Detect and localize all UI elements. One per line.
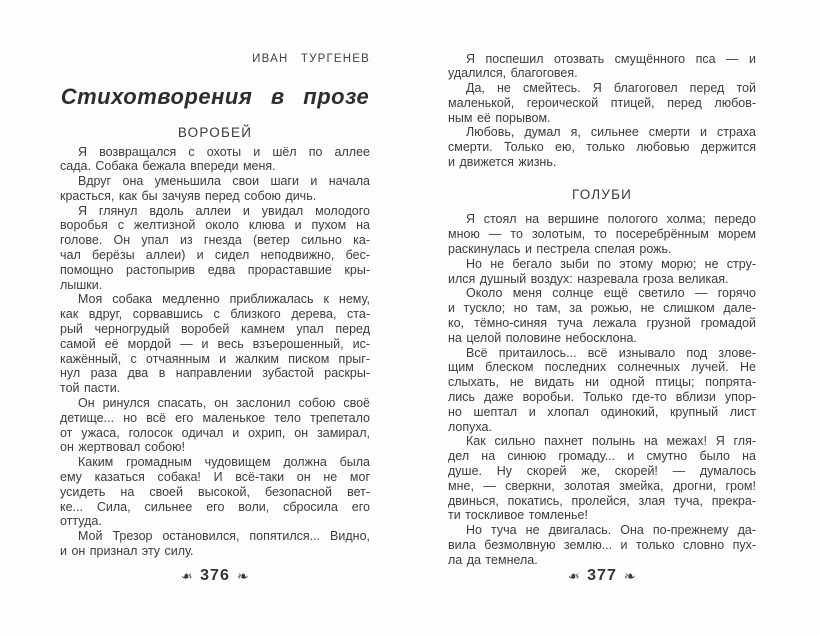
text-line: помощно растопырив едва прораставшие кры- (60, 262, 370, 277)
text-line: Да, не смейтесь. Я благоговел перед той (466, 81, 756, 96)
text-line: удалился, благоговея. (448, 66, 578, 81)
text-line: дел на синюю громаду... и смутно было на (448, 449, 756, 464)
text-line: как вдруг, сорвавшись с близкого дерева, ста- (60, 307, 370, 322)
section-heading-vorobey: ВОРОБЕЙ (177, 124, 253, 140)
paragraph (448, 125, 756, 169)
paragraph (448, 286, 756, 345)
text-line: слыхать, не видать ни одной птицы; попрята- (448, 375, 756, 390)
text-line: детище... но всё его маленькое тело трепетало (60, 410, 370, 425)
text-line: ке... Сила, сильнее его воли, сбросила его (60, 499, 370, 514)
text-line: он жертвовал собою! (60, 440, 186, 455)
paragraph (448, 346, 756, 435)
text-line: оттуда. (60, 514, 102, 529)
paragraph (448, 257, 756, 287)
paragraph (448, 52, 756, 82)
text-line: Любовь, думал я, сильнее смерти и страха (466, 125, 756, 140)
page-number: 377 (587, 567, 617, 584)
text-line: Вдруг она уменьшила свои шаги и начала (78, 174, 370, 189)
text-line: кажённый, с отчаянным и жалким писком прыг- (60, 351, 370, 366)
text-line: и движется жизнь. (448, 155, 557, 170)
text-line: маленькой, героической птицей, перед любов- (448, 95, 756, 110)
text-line: мне, — сверкни, золотая змейка, дрогни, гром! (448, 478, 756, 493)
right-page-footer (448, 567, 756, 585)
text-line: Я стоял на вершине пологого холма; передо (466, 212, 756, 227)
text-line: Всё притаилось... всё изнывало под злове- (466, 345, 756, 360)
text-line: и он признал эту силу. (60, 544, 194, 559)
paragraph (60, 174, 370, 204)
text-line: от ужаса, голосок одичал и охрип, он замирал, (60, 425, 370, 440)
text-line: усидеть на своей высокой, безопасной вет- (60, 484, 370, 499)
section-heading-golubi: ГОЛУБИ (571, 187, 633, 203)
text-line: Я поспешил отозвать смущённого пса — и (466, 51, 756, 66)
text-line: Мой Трезор остановился, попятился... Видно, (78, 529, 370, 544)
floral-ornament-icon: ❧ (236, 568, 249, 584)
text-line: рый черногрудый воробей камнем упал перед (60, 322, 370, 337)
paragraph (448, 212, 756, 256)
paragraph (60, 204, 370, 293)
text-line: той пасти. (60, 381, 121, 396)
floral-ornament-icon: ❧ (623, 568, 636, 584)
text-line: Но не бегало зыби по этому морю; не стру- (466, 256, 756, 271)
text-line: нул раза два в направлении зубастой раскры- (60, 366, 370, 381)
text-line: ла да темнела. (448, 552, 538, 567)
text-line: смерти. Только ею, только любовью держится (448, 140, 756, 155)
paragraph (60, 529, 370, 559)
text-line: лись даже воробьи. Только где-то вблизи упор- (448, 389, 756, 404)
text-line: Как сильно пахнет полынь на межах! Я гля- (466, 434, 756, 449)
text-line: голове. Он упал из гнезда (ветер сильно ка- (60, 233, 370, 248)
floral-ornament-icon: ❧ (568, 568, 581, 584)
text-line: воробья с желтизной около клюва и пухом на (60, 218, 370, 233)
text-line: Каким громадным чудовищем должна была (78, 455, 370, 470)
text-line: и тускло; но там, за рожью, не слишком дале- (448, 301, 756, 316)
text-line: раскинулась и пестрела спелая рожь. (448, 241, 672, 256)
text-line: ему казаться собака! И всё-таки он не мог (60, 470, 370, 485)
paragraph (60, 455, 370, 529)
text-line: ти тоскливое томленье! (448, 508, 588, 523)
text-line: лышки. (60, 277, 103, 292)
text-line: Моя собака медленно приближалась к нему, (78, 292, 370, 307)
text-line: душе. Ну скорей же, скорей! — думалось (448, 463, 756, 478)
text-line: Около меня солнце ещё светило — горячо (466, 286, 756, 301)
text-line: двинься, покатись, пролейся, злая туча, прекра- (448, 493, 756, 508)
text-line: но шептал и хлопал одинокий, крупный лист (448, 404, 756, 419)
text-line: самой её мордой — и весь взъерошенный, ис- (60, 336, 370, 351)
text-line: сада. Собака бежала впереди меня. (60, 159, 276, 174)
text-line: красться, как бы зачуяв перед собою дичь. (60, 188, 317, 203)
paragraph (448, 434, 756, 523)
right-page-body-after-heading (448, 212, 756, 567)
text-line: Он ринулся спасать, он заслонил собою своё (78, 396, 370, 411)
book-title: Стихотворения в прозе (60, 84, 370, 109)
paragraph (60, 292, 370, 396)
text-line: Я глянул вдоль аллеи и увидал молодого (78, 203, 370, 218)
paragraph (448, 81, 756, 125)
right-page (448, 0, 756, 636)
text-line: Я возвращался с охоты и шёл по аллее (78, 144, 370, 159)
text-line: ко, тёмно-синяя туча лежала грузной громадой (448, 315, 756, 330)
left-page-footer (60, 567, 370, 585)
paragraph (60, 396, 370, 455)
text-line: чал берёзы аллеи) и сидел неподвижно, бес- (60, 248, 370, 263)
text-line: щим блеском последних солнечных лучей. Не (448, 360, 756, 375)
text-line: лопуха. (448, 419, 492, 434)
floral-ornament-icon: ❧ (181, 568, 194, 584)
paragraph (60, 145, 370, 175)
text-line: ился душный воздух: назревала гроза великая. (448, 271, 729, 286)
page-number: 376 (200, 567, 230, 584)
text-line: Но туча не двигалась. Она по-прежнему да- (466, 523, 756, 538)
right-page-body-before-heading (448, 52, 756, 170)
left-page-body (60, 145, 370, 559)
text-line: на целой половине небосклона. (448, 330, 637, 345)
text-line: вила безмолвную землю... и только словно пух- (448, 537, 756, 552)
text-line: мною — то золотым, то посеребрённым морем (448, 227, 756, 242)
text-line: ным её порывом. (448, 110, 551, 125)
paragraph (448, 523, 756, 567)
author-header: ИВАН ТУРГЕНЕВ (252, 53, 370, 65)
left-page (60, 0, 370, 636)
